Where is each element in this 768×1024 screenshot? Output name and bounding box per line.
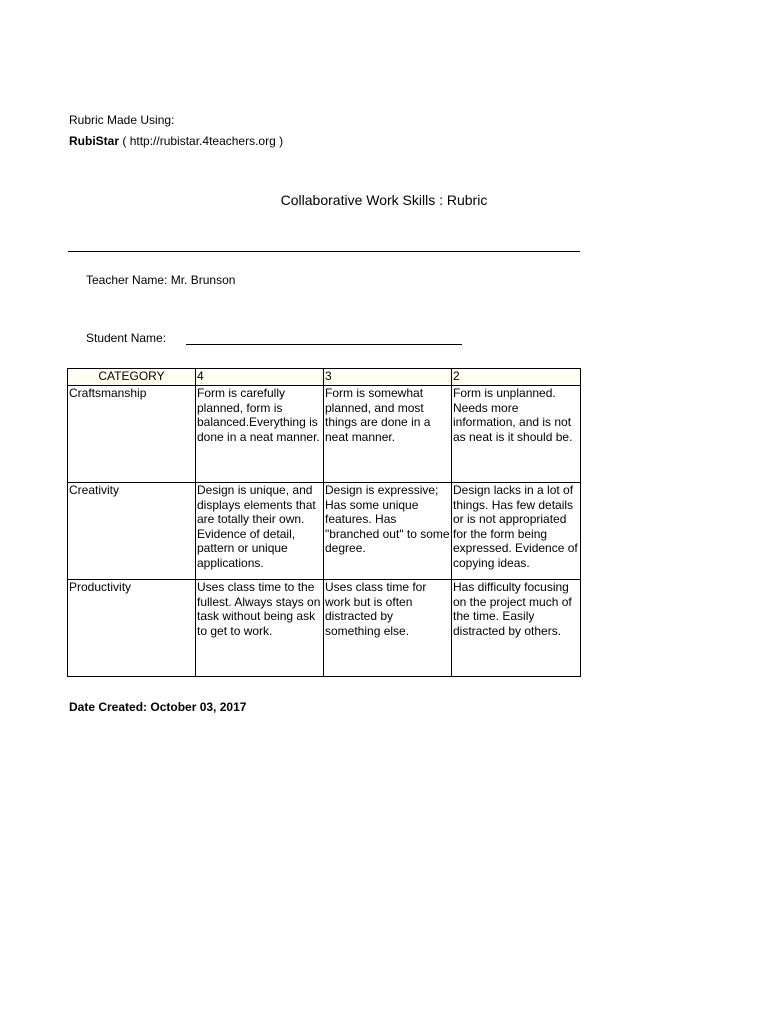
score-3-cell: Form is somewhat planned, and most things are done in a neat manner.	[324, 386, 452, 483]
score-2-cell: Design lacks in a lot of things. Has few details or is not appropriated for the form being expressed. Evidence of copying ideas.	[452, 483, 581, 580]
header-score-3: 3	[324, 369, 452, 386]
score-4-cell: Design is unique, and displays elements that are totally their own. Evidence of detail, pattern or unique applications.	[196, 483, 324, 580]
table-row	[68, 386, 581, 483]
category-cell: Creativity	[68, 483, 196, 580]
table-row	[68, 580, 581, 677]
score-2-cell: Has difficulty focusing on the project much of the time. Easily distracted by others.	[452, 580, 581, 677]
table-row	[68, 483, 581, 580]
score-3-cell: Uses class time for work but is often distracted by something else.	[324, 580, 452, 677]
teacher-name-value: Mr. Brunson	[170, 273, 236, 287]
score-4-cell: Uses class time to the fullest. Always stays on task without being ask to get to work.	[196, 580, 324, 677]
header-category: CATEGORY	[68, 369, 196, 386]
date-created: Date Created: October 03, 2017	[69, 700, 247, 714]
student-name-label: Student Name:	[86, 331, 167, 345]
student-name-field[interactable]	[186, 344, 462, 345]
teacher-name	[86, 273, 235, 287]
table-header-row	[68, 369, 581, 386]
rubistar-credit	[69, 134, 283, 148]
rubric-table	[67, 368, 581, 677]
score-3-cell: Design is expressive; Has some unique features. Has "branched out" to some degree.	[324, 483, 452, 580]
category-cell: Productivity	[68, 580, 196, 677]
header-score-4: 4	[196, 369, 324, 386]
page-title: Collaborative Work Skills : Rubric	[280, 192, 488, 208]
teacher-name-label: Teacher Name:	[86, 273, 168, 287]
title-divider	[68, 251, 580, 252]
score-2-cell: Form is unplanned. Needs more information, and is not as neat is it should be.	[452, 386, 581, 483]
header-score-2: 2	[452, 369, 581, 386]
made-using-label: Rubric Made Using:	[69, 113, 175, 127]
score-4-cell: Form is carefully planned, form is balanced.Everything is done in a neat manner.	[196, 386, 324, 483]
rubistar-url: ( http://rubistar.4teachers.org )	[122, 134, 284, 148]
rubistar-name: RubiStar	[69, 134, 120, 148]
category-cell: Craftsmanship	[68, 386, 196, 483]
